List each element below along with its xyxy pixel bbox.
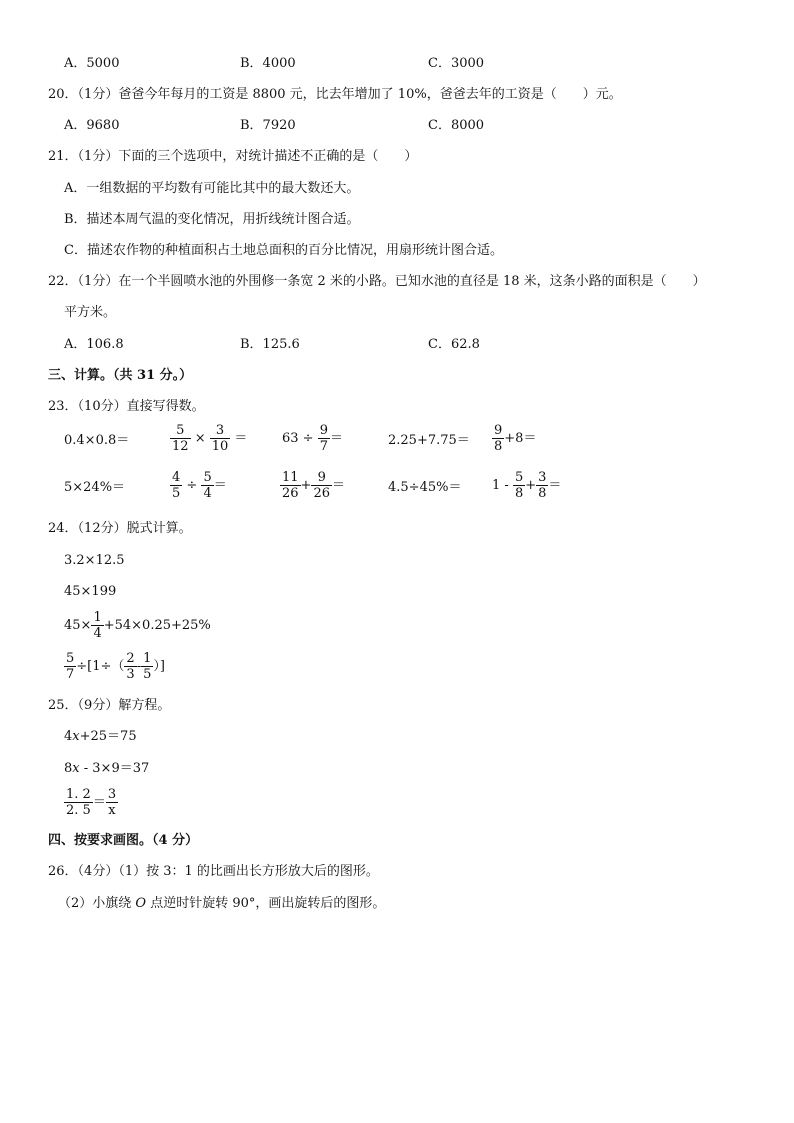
- q23-expr-6: 5×24%＝: [64, 480, 126, 495]
- q26-question-part2: （2）小旗绕 O 点逆时针旋转 90°，画出旋转后的图形。: [58, 896, 386, 911]
- q26-question: 26．（4分）（1）按 3：1 的比画出长方形放大后的图形。: [48, 864, 379, 879]
- q23-expr-7: $\frac{4}{5}$ ÷ $\frac{5}{4}$ ＝: [172, 470, 227, 501]
- q21-question: 21．（1分）下面的三个选项中，对统计描述不正确的是（ ）: [48, 149, 418, 164]
- q23-expr-3: 63 ÷ $\frac{9}{7}$ ＝: [282, 423, 344, 454]
- q24-expr-3: 45× $\frac{1}{4}$ +54×0.25+25%: [64, 610, 211, 641]
- q20-option-a: A．9680: [64, 118, 120, 133]
- q20-option-b: B．7920: [240, 118, 296, 133]
- q22-question-cont: 平方米。: [64, 305, 117, 320]
- q23-expr-1: 0.4×0.8＝: [64, 433, 130, 448]
- q24-title: 24．（12分）脱式计算。: [48, 521, 192, 536]
- q23-title: 23．（10分）直接写得数。: [48, 399, 205, 414]
- q22-question: 22．（1分）在一个半圆喷水池的外围修一条宽 2 米的小路。已知水池的直径是 18 米，这条小路的面积是（ ）: [48, 274, 706, 289]
- q23-expr-9: 4.5÷45%＝: [388, 480, 462, 495]
- q19-option-a: A．5000: [64, 56, 120, 71]
- q23-expr-8: $\frac{11}{26}$ + $\frac{9}{26}$ ＝: [282, 470, 346, 501]
- q25-equation-2: 8x - 3×9＝37: [64, 761, 150, 776]
- q24-expr-4: $\frac{5}{7}$ ÷[1÷（ $\frac{2}{3}$ - $\frac{1}{5}$ ）]: [66, 651, 165, 682]
- q24-expr-1: 3.2×12.5: [64, 553, 125, 568]
- q23-expr-2: $\frac{5}{12}$ × $\frac{3}{10}$ ＝: [172, 423, 248, 454]
- q19-option-c: C．3000: [428, 56, 485, 71]
- q21-option-b: B．描述本周气温的变化情况，用折线统计图合适。: [64, 212, 360, 227]
- section-3-heading: 三、计算。（共 31 分。）: [48, 368, 193, 383]
- q22-option-a: A．106.8: [64, 337, 124, 352]
- q21-option-a: A．一组数据的平均数有可能比其中的最大数还大。: [64, 181, 360, 196]
- q21-option-c: C．描述农作物的种植面积占土地总面积的百分比情况，用扇形统计图合适。: [64, 243, 503, 258]
- q20-option-c: C．8000: [428, 118, 485, 133]
- q25-equation-3: $\frac{1. 2}{2. 5}$ ＝ $\frac{3}{x}$: [66, 787, 117, 818]
- q23-expr-5: $\frac{9}{8}$ +8＝: [494, 423, 537, 454]
- q24-expr-2: 45×199: [64, 584, 117, 599]
- q23-expr-10: 1 - $\frac{5}{8}$ + $\frac{3}{8}$ ＝: [492, 470, 562, 501]
- q22-option-c: C．62.8: [428, 337, 480, 352]
- q25-equation-1: 4x+25＝75: [64, 729, 137, 744]
- q19-option-b: B．4000: [240, 56, 296, 71]
- q23-expr-4: 2.25+7.75＝: [388, 433, 470, 448]
- q25-title: 25．（9分）解方程。: [48, 698, 171, 713]
- section-4-heading: 四、按要求画图。（4 分）: [48, 833, 199, 848]
- q20-question: 20．（1分）爸爸今年每月的工资是 8800 元，比去年增加了 10%，爸爸去年的工资是（ ）元。: [48, 87, 622, 102]
- q22-option-b: B．125.6: [240, 337, 300, 352]
